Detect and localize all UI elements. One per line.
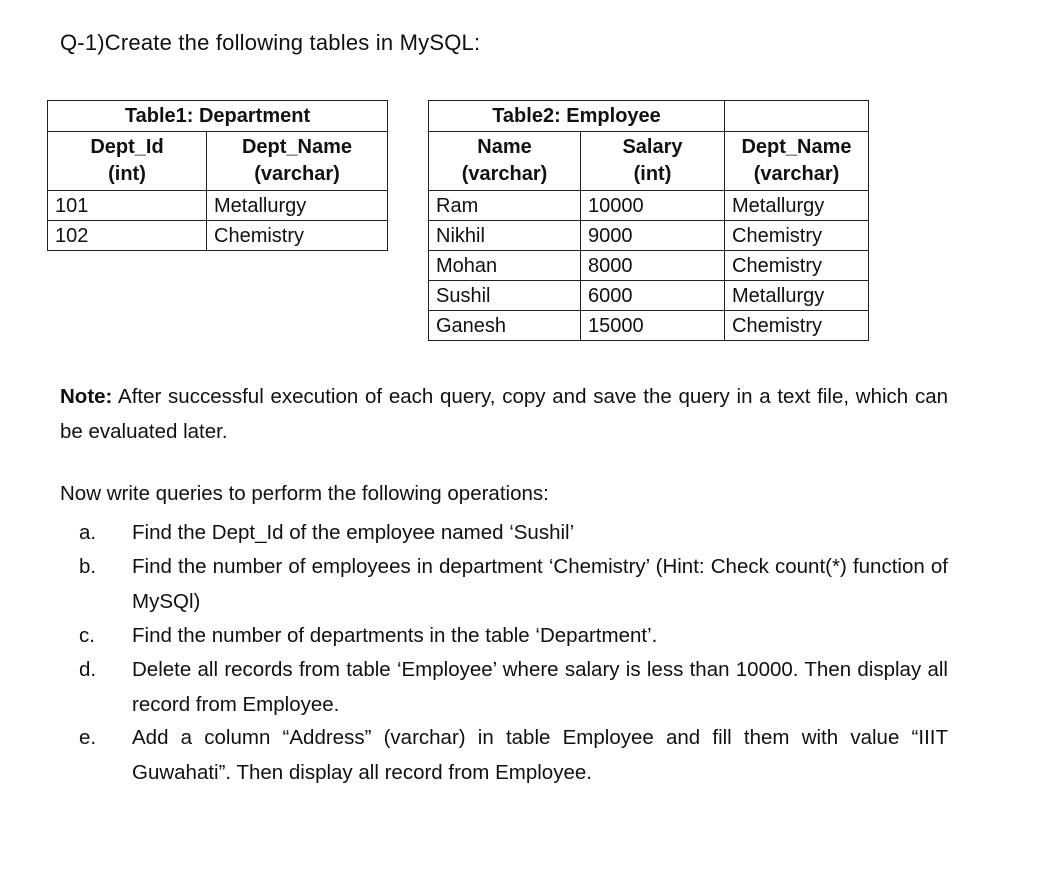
table-cell: 8000 (581, 251, 725, 281)
table-row (48, 221, 388, 251)
employee-table-caption: Table2: Employee (429, 101, 725, 132)
table-cell: Ganesh (429, 311, 581, 341)
table-cell: Metallurgy (207, 191, 388, 221)
table-cell: Ram (429, 191, 581, 221)
table-cell: 6000 (581, 281, 725, 311)
column-header-type: (varchar) (254, 163, 340, 185)
table-cell: Chemistry (207, 221, 388, 251)
table-cell: 15000 (581, 311, 725, 341)
column-header-type: (varchar) (753, 163, 840, 185)
column-header-type: (varchar) (461, 163, 548, 185)
instructions-intro: Now write queries to perform the following operations: (60, 482, 549, 505)
list-item-label: b. (79, 555, 97, 578)
note-label: Note: (60, 385, 113, 408)
list-item-label: e. (79, 726, 97, 749)
column-header-name: Dept_Id (90, 136, 164, 158)
table-row (48, 191, 388, 221)
list-item-label: c. (79, 624, 95, 647)
table-row (429, 221, 869, 251)
column-header-salary (581, 132, 725, 191)
column-header-dept-name (207, 132, 388, 191)
column-header-name: Name (477, 136, 532, 158)
column-header-name: Dept_Name (741, 136, 852, 158)
list-item-label: a. (79, 521, 97, 544)
question-heading: Q-1)Create the following tables in MySQL: (60, 30, 481, 55)
department-table-caption: Table1: Department (48, 101, 388, 132)
column-header-dept-id (48, 132, 207, 191)
table-cell: 9000 (581, 221, 725, 251)
column-header-type: (int) (108, 163, 146, 185)
column-header-type: (int) (633, 163, 672, 185)
table-cell: Metallurgy (725, 281, 869, 311)
note-text: After successful execution of each query, copy and save the query in a text file, which can be evaluated later. (60, 385, 948, 443)
column-header-name (429, 132, 581, 191)
list-item-label: d. (79, 658, 97, 681)
department-table (47, 100, 388, 251)
table-cell: 101 (48, 191, 207, 221)
table-cell: 10000 (581, 191, 725, 221)
table-cell: Metallurgy (725, 191, 869, 221)
table-row (429, 311, 869, 341)
table-row (429, 191, 869, 221)
column-header-dept-name (725, 132, 869, 191)
list-item-text: Add a column “Address” (varchar) in table Employee and fill them with value “IIIT Guwahati”. Then display all record from Employee. (132, 726, 948, 784)
note-paragraph (60, 379, 948, 449)
employee-table (428, 100, 869, 341)
table-cell: Sushil (429, 281, 581, 311)
list-item-text: Delete all records from table ‘Employee’ where salary is less than 10000. Then display all record from Employee. (132, 658, 948, 716)
table-row (429, 251, 869, 281)
table-cell: Chemistry (725, 251, 869, 281)
table-cell: Chemistry (725, 311, 869, 341)
list-item-text: Find the number of employees in department ‘Chemistry’ (Hint: Check count(*) function of MySQl) (132, 555, 948, 613)
table-cell: 102 (48, 221, 207, 251)
list-item-text: Find the Dept_Id of the employee named ‘Sushil’ (132, 521, 575, 544)
table-cell: Mohan (429, 251, 581, 281)
list-item-text: Find the number of departments in the table ‘Department’. (132, 624, 658, 647)
column-header-name: Dept_Name (241, 136, 353, 158)
table-cell: Chemistry (725, 221, 869, 251)
column-header-name: Salary (622, 136, 683, 158)
table-cell: Nikhil (429, 221, 581, 251)
employee-table-caption-blank (725, 101, 869, 132)
table-row (429, 281, 869, 311)
